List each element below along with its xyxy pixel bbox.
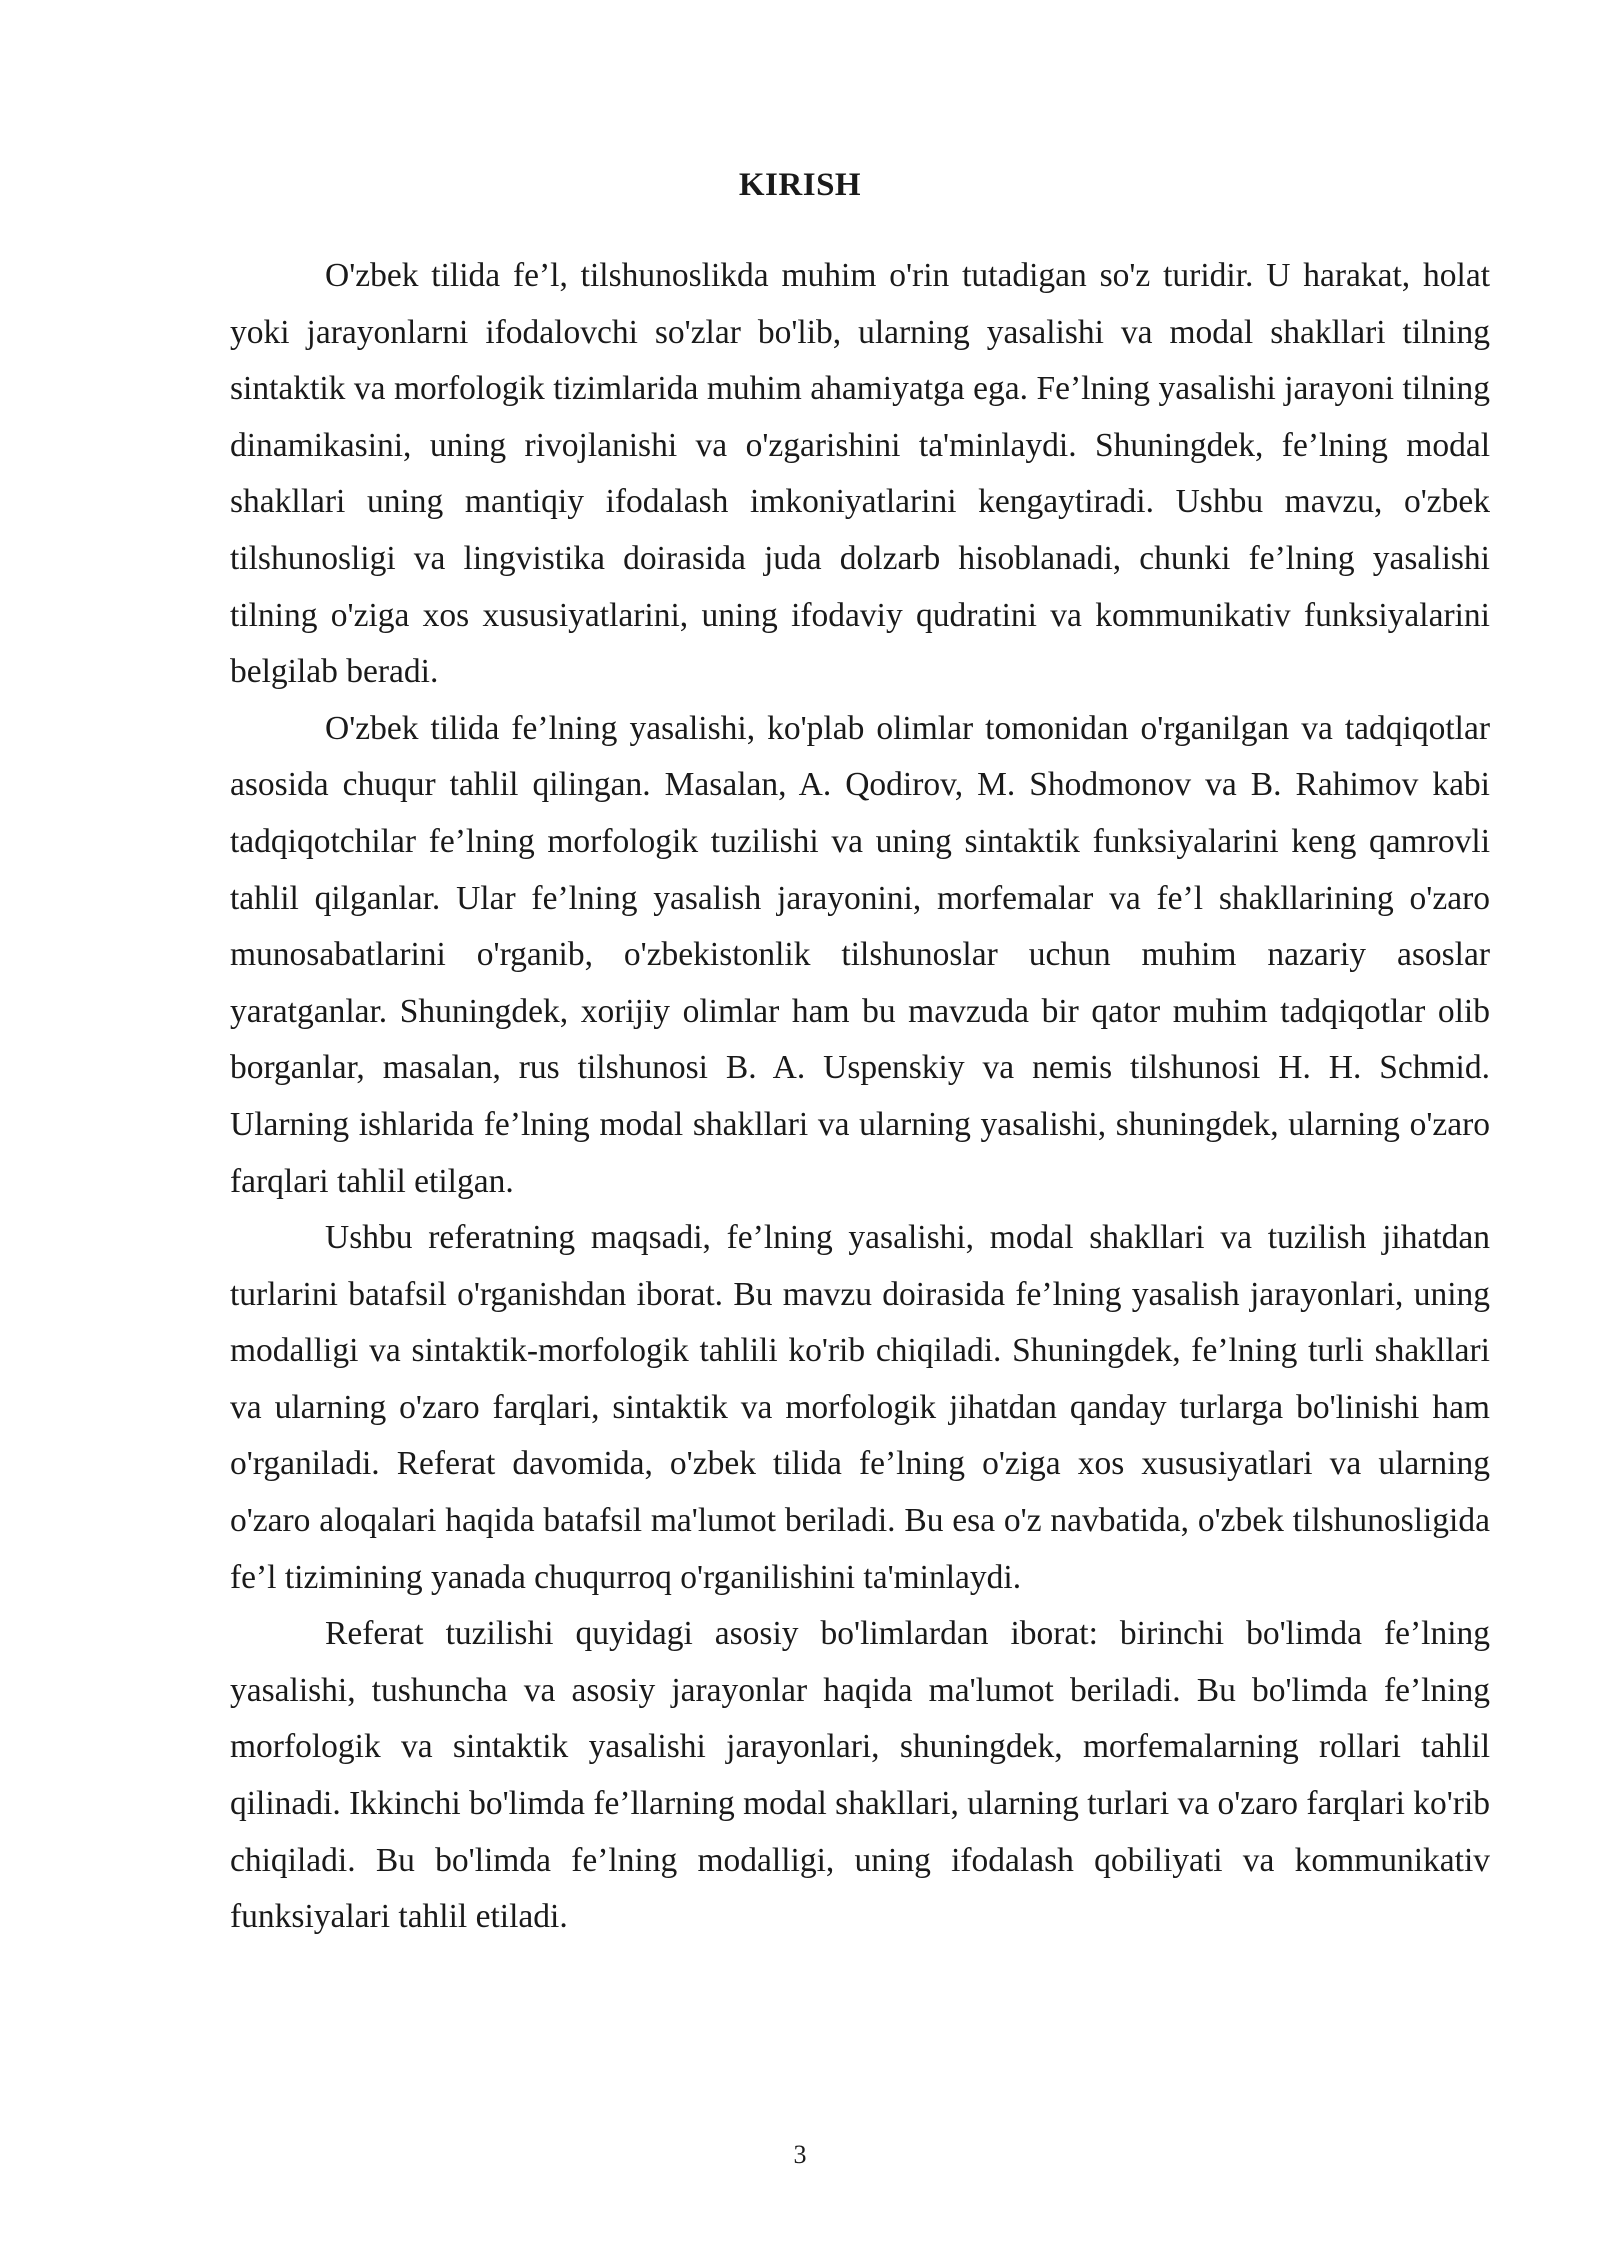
- paragraph-4: Referat tuzilishi quyidagi asosiy bo'limlardan iborat: birinchi bo'limda fe’lning yasalishi, tushuncha va asosiy jarayonlar haqida ma'lumot beriladi. Bu bo'limda fe’lning morfologik va sintaktik yasalishi jarayonlari, shuningdek, morfemalarning rollari tahlil qilinadi. Ikkinchi bo'limda fe’llarning modal shakllari, ularning turlari va o'zaro farqlari ko'rib chiqiladi. Bu bo'limda fe’lning modalligi, uning ifodalash qobiliyati va kommunikativ funksiyalari tahlil etiladi.: [230, 1615, 1491, 1936]
- page-number: 3: [793, 2140, 807, 2169]
- paragraph-3: Ushbu referatning maqsadi, fe’lning yasalishi, modal shakllari va tuzilish jihatdan turlarini batafsil o'rganishdan iborat. Bu mavzu doirasida fe’lning yasalish jarayonlari, uning modalligi va sintaktik-morfologik tahlili ko'rib chiqiladi. Shuningdek, fe’lning turli shakllari va ularning o'zaro farqlari, sintaktik va morfologik jihatdan qanday turlarga bo'linishi ham o'rganiladi. Referat davomida, o'zbek tilida fe’lning o'ziga xos xususiyatlari va ularning o'zaro aloqalari haqida batafsil ma'lumot beriladi. Bu esa o'z navbatida, o'zbek tilshunosligida fe’l tizimining yanada chuqurroq o'rganilishini ta'minlaydi.: [230, 1219, 1490, 1596]
- paragraph-1: O'zbek tilida fe’l, tilshunoslikda muhim o'rin tutadigan so'z turidir. U harakat, holat yoki jarayonlarni ifodalovchi so'zlar bo'lib, ularning yasalishi va modal shakllari tilning sintaktik va morfologik tizimlarida muhim ahamiyatga ega. Fe’lning yasalishi jarayoni tilning dinamikasini, uning rivojlanishi va o'zgarishini ta'minlaydi. Shuningdek, fe’lning modal shakllari uning mantiqiy ifodalash imkoniyatlarini kengaytiradi. Ushbu mavzu, o'zbek tilshunosligi va lingvistika doirasida juda dolzarb hisoblanadi, chunki fe’lning yasalishi tilning o'ziga xos xususiyatlarini, uning ifodaviy qudratini va kommunikativ funksiyalarini belgilab beradi.: [230, 257, 1490, 691]
- page-title: KIRISH: [738, 167, 862, 203]
- paragraph-2: O'zbek tilida fe’lning yasalishi, ko'plab olimlar tomonidan o'rganilgan va tadqiqotlar asosida chuqur tahlil qilingan. Masalan, A. Qodirov, M. Shodmonov va B. Rahimov kabi tadqiqotchilar fe’lning morfologik tuzilishi va uning sintaktik funksiyalarini keng qamrovli tahlil qilganlar. Ular fe’lning yasalish jarayonini, morfemalar va fe’l shakllarining o'zaro munosabatlarini o'rganib, o'zbekistonlik tilshunoslar uchun muhim nazariy asoslar yaratganlar. Shuningdek, xorijiy olimlar ham bu mavzuda bir qator muhim tadqiqotlar olib borganlar, masalan, rus tilshunosi B. A. Uspenskiy va nemis tilshunosi H. H. Schmid. Ularning ishlarida fe’lning modal shakllari va ularning yasalishi, shuningdek, ularning o'zaro farqlari tahlil etilgan.: [230, 709, 1490, 1200]
- body-text: [230, 248, 1490, 1946]
